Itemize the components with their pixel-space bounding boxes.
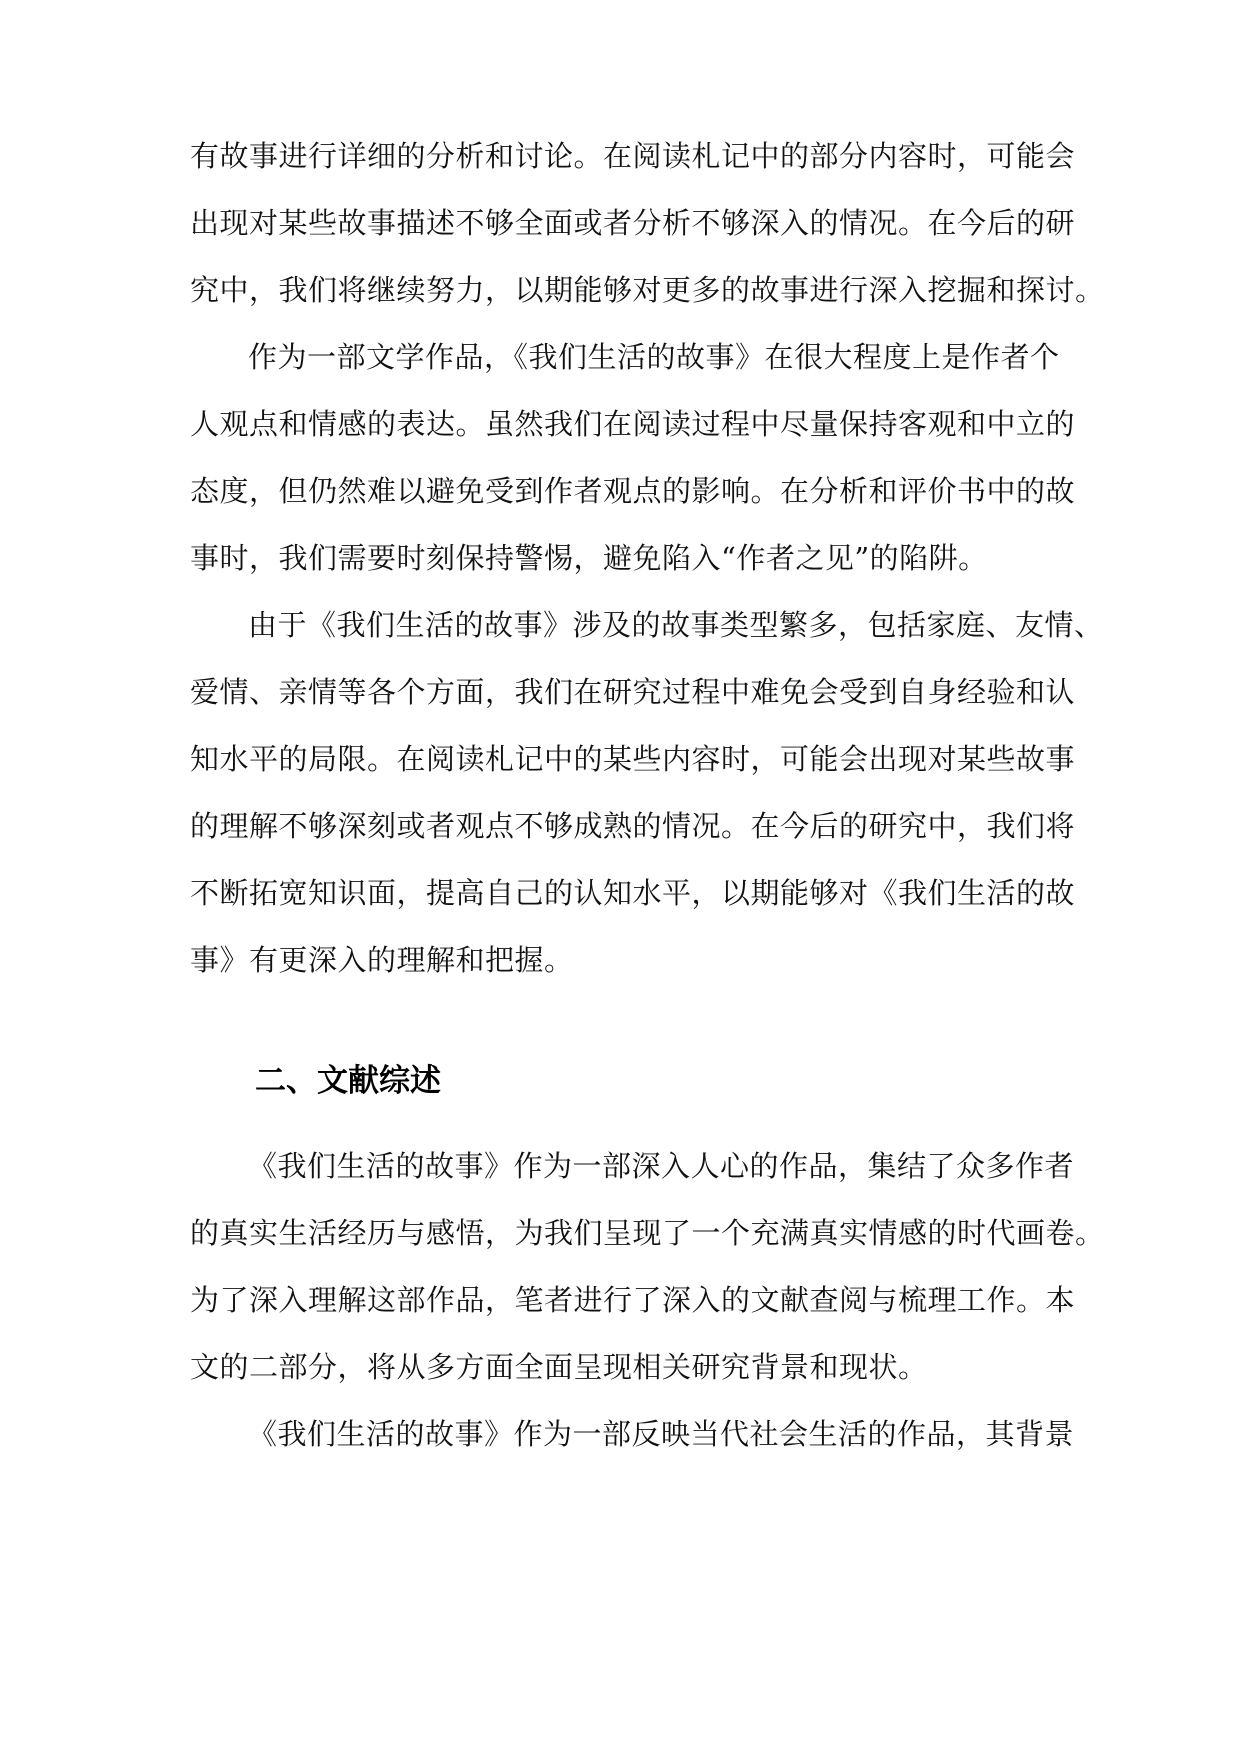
text-line: 究中，我们将继续努力，以期能够对更多的故事进行深入挖掘和探讨。 (190, 273, 1105, 307)
text-line: 文的二部分，将从多方面全面呈现相关研究背景和现状。 (190, 1350, 928, 1384)
text-line: 人观点和情感的表达。虽然我们在阅读过程中尽量保持客观和中立的 (190, 407, 1076, 441)
text-line: 事》有更深入的理解和把握。 (190, 943, 574, 977)
text-line: 知水平的局限。在阅读札记中的某些内容时，可能会出现对某些故事 (190, 742, 1076, 776)
text-line: 有故事进行详细的分析和讨论。在阅读札记中的部分内容时，可能会 (190, 139, 1076, 173)
text-line: 由于《我们生活的故事》涉及的故事类型繁多，包括家庭、友情、 (248, 608, 1104, 642)
text-line: 作为一部文学作品，《我们生活的故事》在很大程度上是作者个 (248, 340, 1060, 374)
text-line: 态度，但仍然难以避免受到作者观点的影响。在分析和评价书中的故 (190, 474, 1076, 508)
text-line: 为了深入理解这部作品，笔者进行了深入的文献查阅与梳理工作。本 (190, 1283, 1076, 1317)
text-line: 事时，我们需要时刻保持警惕，避免陷入“作者之见”的陷阱。 (190, 541, 988, 575)
section-heading: 二、文献综述 (255, 1063, 441, 1099)
text-line: 《我们生活的故事》作为一部深入人心的作品，集结了众多作者 (248, 1149, 1075, 1183)
text-line: 的真实生活经历与感悟，为我们呈现了一个充满真实情感的时代画卷。 (190, 1216, 1105, 1250)
text-line: 的理解不够深刻或者观点不够成熟的情况。在今后的研究中，我们将 (190, 809, 1076, 843)
text-line: 出现对某些故事描述不够全面或者分析不够深入的情况。在今后的研 (190, 206, 1076, 240)
text-line: 不断拓宽知识面，提高自己的认知水平，以期能够对《我们生活的故 (190, 876, 1076, 910)
text-line: 爱情、亲情等各个方面，我们在研究过程中难免会受到自身经验和认 (190, 675, 1076, 709)
text-line: 《我们生活的故事》作为一部反映当代社会生活的作品，其背景 (248, 1417, 1075, 1451)
